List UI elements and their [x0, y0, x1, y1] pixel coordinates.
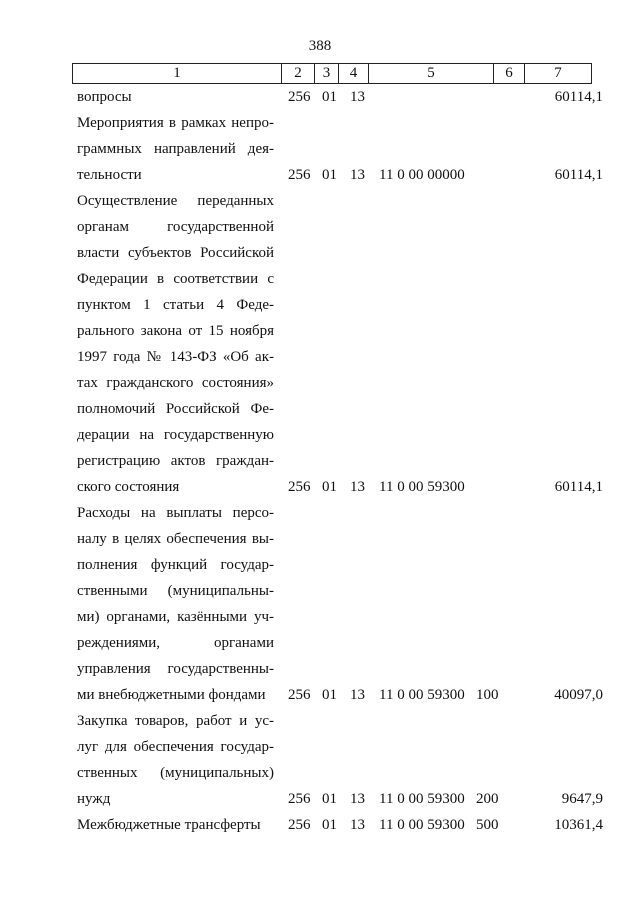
table-header: [72, 63, 592, 84]
cell-expense-type: 100: [476, 687, 499, 703]
header-col-1: 1: [73, 64, 282, 84]
row-description: [77, 84, 274, 110]
header-col-3: 3: [315, 64, 339, 84]
cell-subsection: 13: [350, 791, 365, 807]
header-col-6: 6: [494, 64, 525, 84]
cell-grbs: 256: [288, 687, 311, 703]
cell-target-article: 11 0 00 59300: [379, 687, 465, 703]
cell-amount: 9647,9: [561, 791, 603, 807]
table-row: [0, 188, 640, 500]
description-line: Мероприятия в рамках непро-: [77, 115, 274, 131]
description-line: ми внебюджетными фондами: [77, 687, 266, 703]
cell-subsection: 13: [350, 479, 365, 495]
cell-target-article: 11 0 00 59300: [379, 791, 465, 807]
row-description: [77, 110, 274, 188]
description-line: вопросы: [77, 89, 132, 105]
cell-grbs: 256: [288, 791, 311, 807]
row-description: [77, 500, 274, 708]
header-col-5: 5: [369, 64, 494, 84]
cell-subsection: 13: [350, 817, 365, 833]
cell-expense-type: 500: [476, 817, 499, 833]
cell-amount: 60114,1: [554, 479, 603, 495]
table-row: [0, 84, 640, 110]
cell-expense-type: 200: [476, 791, 499, 807]
cell-amount: 60114,1: [554, 167, 603, 183]
header-col-7: 7: [525, 64, 592, 84]
description-line: луг для обеспечения государ-: [77, 739, 274, 755]
description-line: граммных направлений дея-: [77, 141, 274, 157]
description-line: Федерации в соответствии с: [77, 271, 274, 287]
table-row: [0, 708, 640, 812]
description-line: регистрацию актов граждан-: [77, 453, 274, 469]
description-line: управления государственны-: [77, 661, 274, 677]
description-line: ственными (муниципальны-: [77, 583, 274, 599]
page-number: 388: [308, 38, 332, 54]
cell-target-article: 11 0 00 59300: [379, 817, 465, 833]
cell-section: 01: [322, 687, 337, 703]
description-line: полнения функций государ-: [77, 557, 274, 573]
table-row: [0, 110, 640, 188]
description-line: реждениями, органами: [77, 635, 274, 651]
cell-target-article: 11 0 00 59300: [379, 479, 465, 495]
description-line: пунктом 1 статьи 4 Феде-: [77, 297, 274, 313]
row-description: [77, 708, 274, 812]
description-line: тельности: [77, 167, 142, 183]
cell-section: 01: [322, 479, 337, 495]
description-line: рального закона от 15 ноября: [77, 323, 274, 339]
description-line: налу в целях обеспечения вы-: [77, 531, 274, 547]
cell-amount: 40097,0: [554, 687, 603, 703]
description-line: ственных (муниципальных): [77, 765, 274, 781]
cell-section: 01: [322, 89, 337, 105]
cell-grbs: 256: [288, 817, 311, 833]
cell-grbs: 256: [288, 89, 311, 105]
description-line: органам государственной: [77, 219, 274, 235]
header-col-4: 4: [339, 64, 369, 84]
table-row: [0, 500, 640, 708]
cell-subsection: 13: [350, 167, 365, 183]
cell-amount: 10361,4: [554, 817, 603, 833]
row-description: [77, 188, 274, 500]
cell-subsection: 13: [350, 687, 365, 703]
cell-grbs: 256: [288, 167, 311, 183]
cell-grbs: 256: [288, 479, 311, 495]
description-line: Закупка товаров, работ и ус-: [77, 713, 274, 729]
table-row: [0, 812, 640, 838]
description-line: тах гражданского состояния»: [77, 375, 274, 391]
description-line: власти субъектов Российской: [77, 245, 274, 261]
description-line: ми) органами, казёнными уч-: [77, 609, 274, 625]
description-line: 1997 года № 143-ФЗ «Об ак-: [77, 349, 274, 365]
cell-section: 01: [322, 167, 337, 183]
cell-target-article: 11 0 00 00000: [379, 167, 465, 183]
header-col-2: 2: [282, 64, 315, 84]
description-line: нужд: [77, 791, 111, 807]
row-description: [77, 812, 274, 838]
cell-amount: 60114,1: [554, 89, 603, 105]
description-line: Осуществление переданных: [77, 193, 274, 209]
description-line: ского состояния: [77, 479, 180, 495]
cell-section: 01: [322, 791, 337, 807]
cell-subsection: 13: [350, 89, 365, 105]
header-row: [73, 64, 592, 84]
description-line: дерации на государственную: [77, 427, 274, 443]
cell-section: 01: [322, 817, 337, 833]
description-line: полномочий Российской Фе-: [77, 401, 274, 417]
description-line: Расходы на выплаты персо-: [77, 505, 274, 521]
description-line: Межбюджетные трансферты: [77, 817, 261, 833]
